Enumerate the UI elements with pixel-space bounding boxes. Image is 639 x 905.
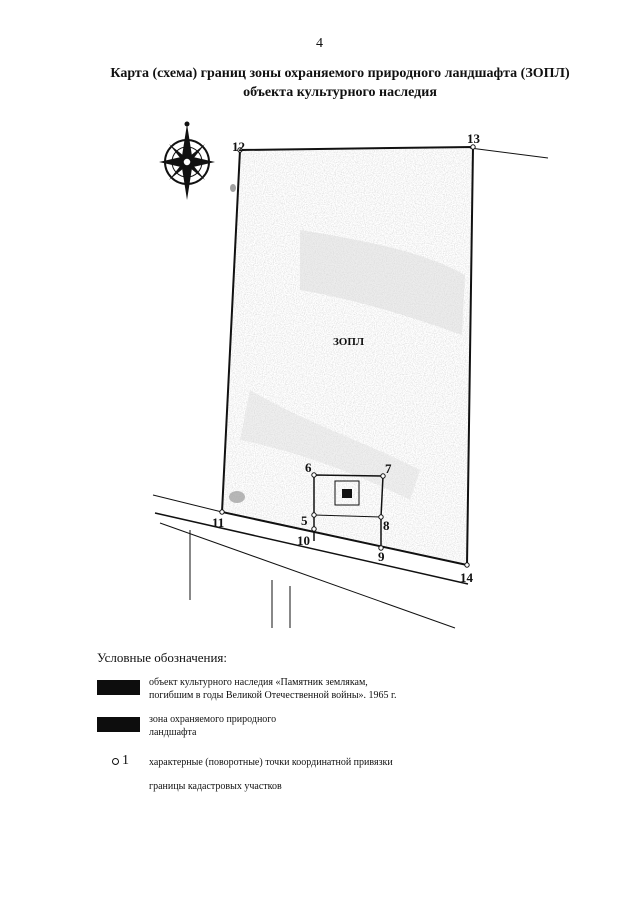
point-label-10: 10 <box>297 533 310 548</box>
legend-text-zone-line1: зона охраняемого природного <box>149 714 277 725</box>
point-ring-icon <box>112 758 119 765</box>
point-label-8: 8 <box>383 518 390 533</box>
point-label-6: 6 <box>305 460 312 475</box>
point-label-11: 11 <box>212 515 225 530</box>
page-number: 4 <box>316 36 323 51</box>
point-label-5: 5 <box>301 513 308 528</box>
legend-text-monument <box>149 676 449 702</box>
compass-rose-icon <box>159 122 215 201</box>
legend-swatch-zone <box>97 717 140 732</box>
point-label-9: 9 <box>378 549 385 564</box>
legend-text-zone-line2: ландшафта <box>149 727 197 738</box>
monument-marker <box>342 489 352 498</box>
legend-swatch-monument <box>97 680 140 695</box>
legend-text-points-line2: границы кадастровых участков <box>149 781 282 792</box>
legend-text-monument-line2: погибшим в годы Великой Отечественной войны». 1965 г. <box>149 690 397 701</box>
legend-title: Условные обозначения: <box>97 650 228 665</box>
legend-point-label: 1 <box>122 753 129 768</box>
title-line-1: Карта (схема) границ зоны охраняемого природного ландшафта (ЗОПЛ) <box>110 66 570 81</box>
zone-label: ЗОПЛ <box>333 336 365 348</box>
point-label-12: 12 <box>232 139 245 154</box>
point-label-13: 13 <box>467 131 480 146</box>
legend-text-zone <box>149 713 449 739</box>
legend-text-points: характерные (поворотные) точки координатной привязки <box>149 757 393 768</box>
point-label-14: 14 <box>460 570 473 585</box>
title-line-2: объекта культурного наследия <box>243 85 437 100</box>
legend-point-symbol <box>112 753 129 769</box>
legend-text-monument-line1: объект культурного наследия «Памятник землякам, <box>149 677 368 688</box>
terrain-shading <box>222 147 473 565</box>
point-label-7: 7 <box>385 461 392 476</box>
